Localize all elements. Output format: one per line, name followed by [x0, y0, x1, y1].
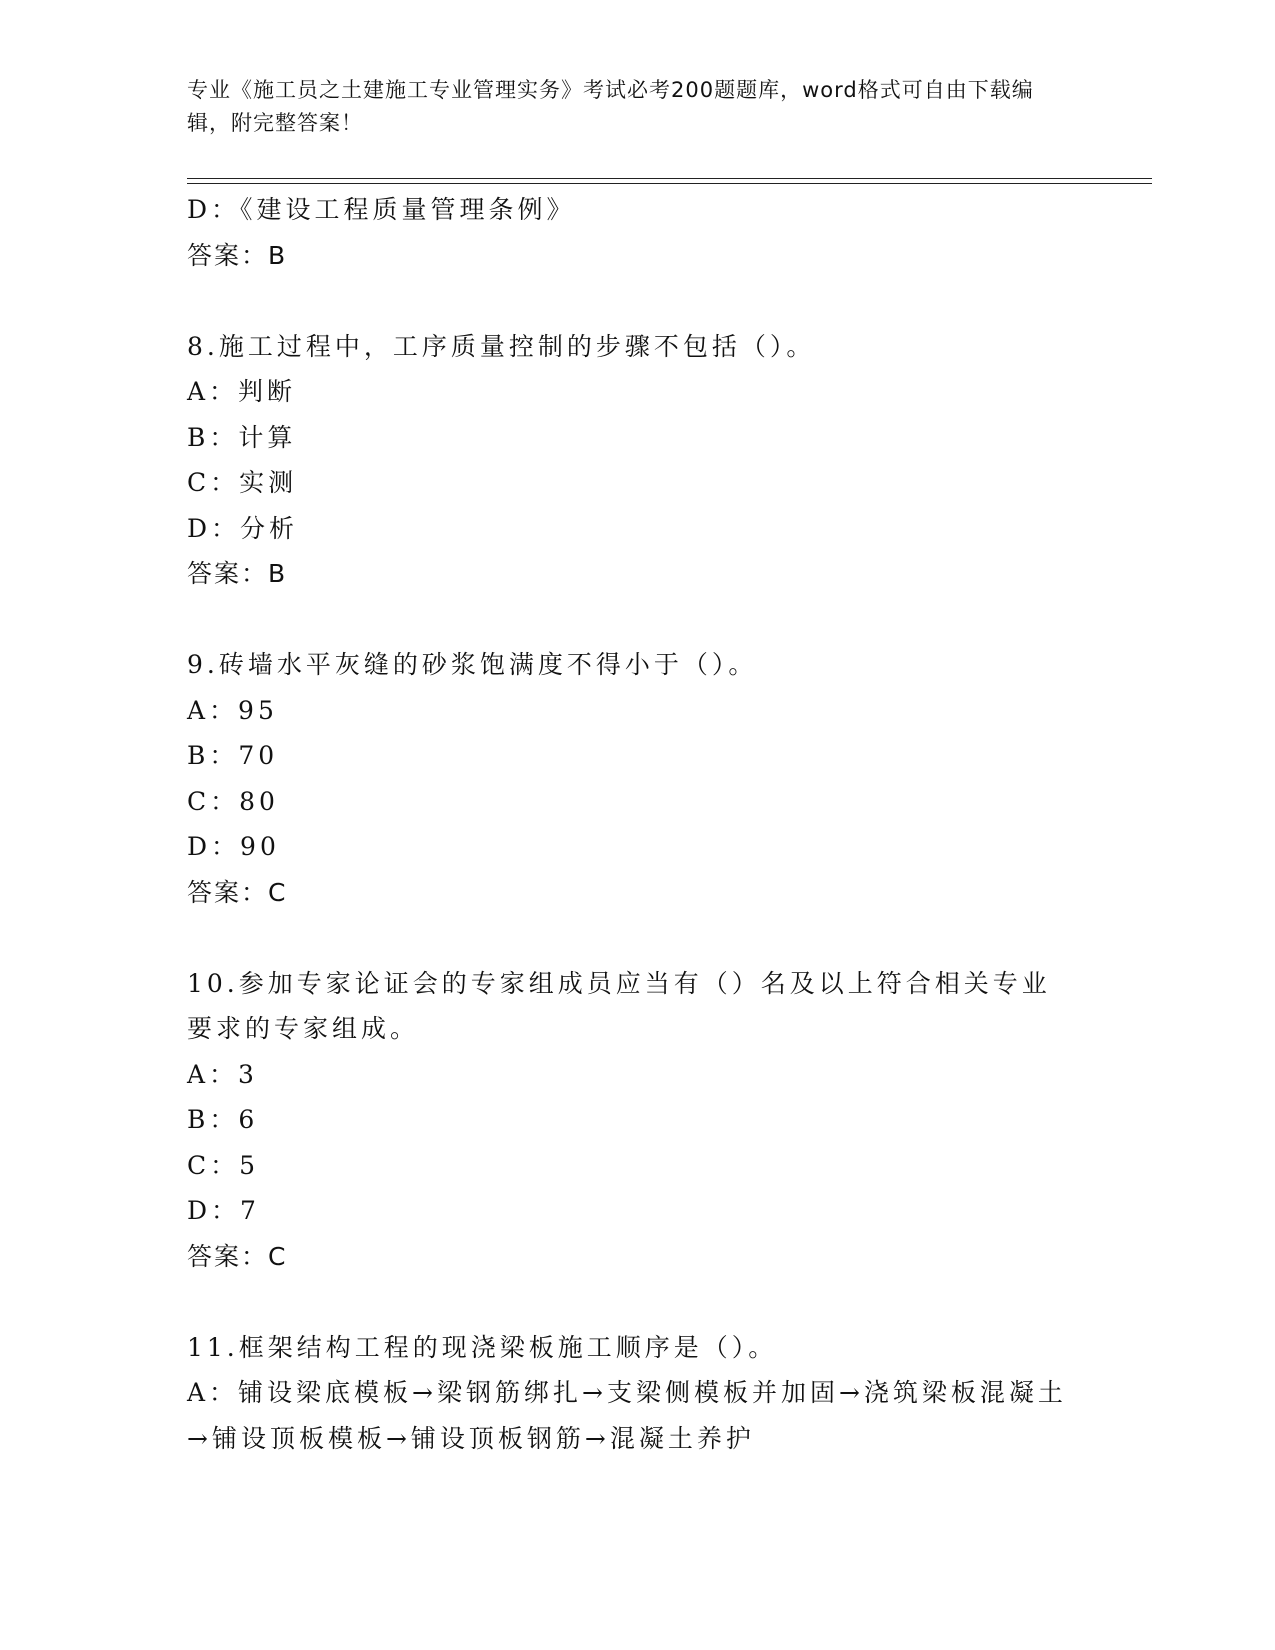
option-b: B：6 [187, 1105, 259, 1134]
option-a: A：铺设梁底模板→梁钢筋绑扎→支梁侧模板并加固→浇筑梁板混凝土→铺设顶板模板→铺设顶板钢筋→混凝土养护 [187, 1378, 1067, 1453]
option-d: D：7 [187, 1196, 260, 1225]
question-stem: 8.施工过程中，工序质量控制的步骤不包括（）。 [187, 331, 816, 361]
option-b: B：70 [187, 741, 279, 770]
answer: 答案：B [187, 559, 288, 588]
spacer [187, 278, 1087, 324]
header-rule-top [187, 178, 1152, 179]
option-a: A：3 [187, 1059, 258, 1089]
option-b: B：计算 [187, 422, 297, 452]
spacer [187, 915, 1087, 961]
question-stem: 10.参加专家论证会的专家组成员应当有（）名及以上符合相关专业要求的专家组成。 [187, 968, 1051, 1043]
option-c: C：实测 [187, 468, 298, 497]
spacer [187, 597, 1087, 643]
answer: 答案：C [187, 877, 288, 907]
question-list [187, 187, 1087, 1461]
option-a: A：95 [187, 695, 278, 725]
spacer [187, 1279, 1087, 1325]
option-a: A：判断 [187, 377, 297, 406]
option-d: D：90 [187, 832, 280, 861]
answer: 答案：B [187, 240, 288, 270]
option-d: D：分析 [187, 513, 299, 543]
header-rule-bottom [187, 183, 1152, 184]
question-stem: 9.砖墙水平灰缝的砂浆饱满度不得小于（）。 [187, 650, 758, 679]
option-c: C：5 [187, 1150, 260, 1180]
document-header: 专业《施工员之土建施工专业管理实务》考试必考200题题库，word格式可自由下载编辑，附完整答案！ [187, 78, 1034, 135]
option-c: C：80 [187, 786, 279, 816]
answer: 答案：C [187, 1241, 288, 1271]
question-stem: 11.框架结构工程的现浇梁板施工顺序是（）。 [187, 1332, 778, 1362]
option-d: D：《建设工程质量管理条例》 [187, 195, 576, 224]
